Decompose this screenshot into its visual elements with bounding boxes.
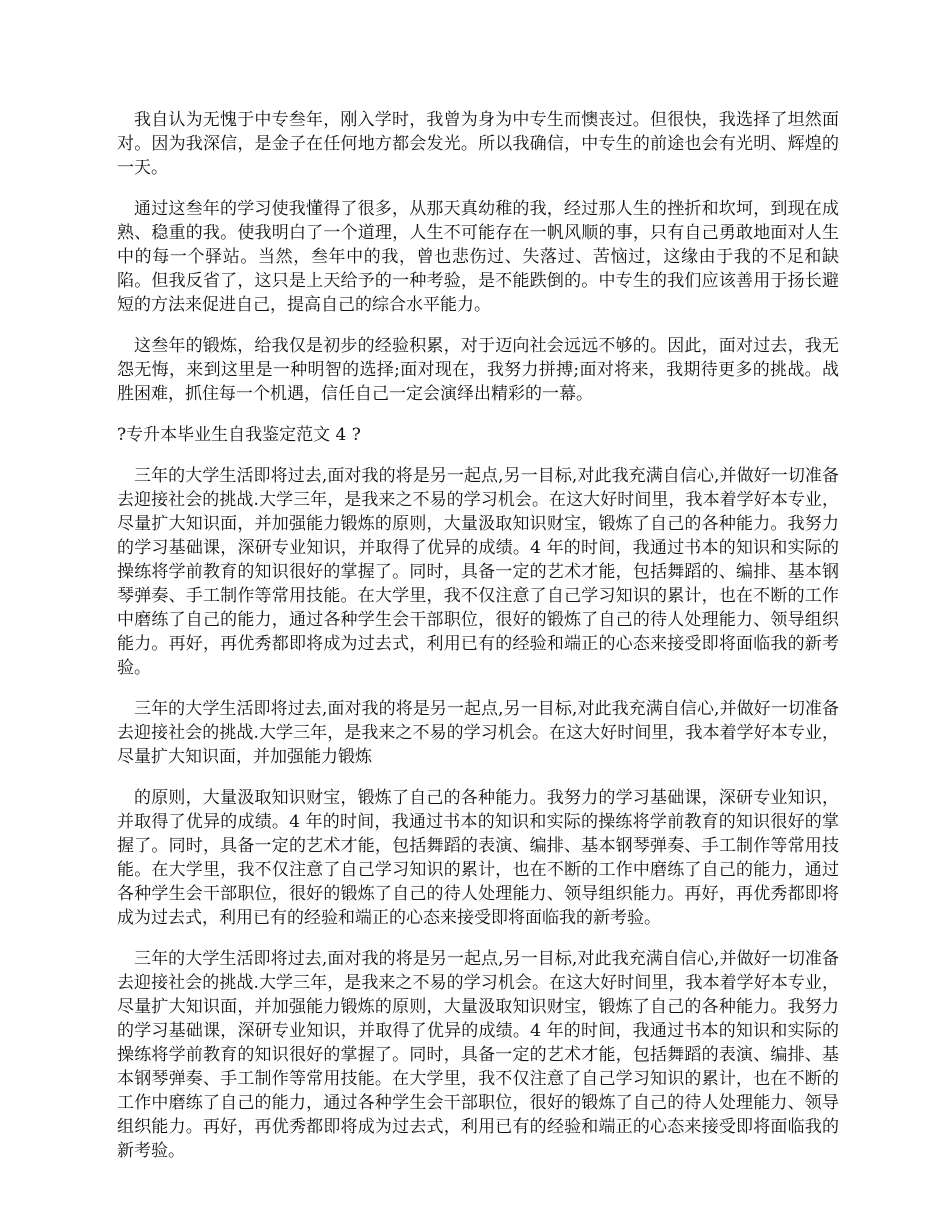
paragraph-university-3: 三年的大学生活即将过去,面对我的将是另一起点,另一目标,对此我充满自信心,并做好一切准备去迎接社会的挑战.大学三年，是我来之不易的学习机会。在这大好时间里，我本着学好本专业，尽量扩大知识面，并加强能力锻炼的原则，大量汲取知识财宝，锻炼了自己的各种能力。我努力的学习基础课，深研专业知识，并取得了优异的成绩。4 年的时间，我通过书本的知识和实际的操练将学前教育的知识很好的掌握了。同时，具备一定的艺术才能，包括舞蹈的表演、编排、基本钢琴弹奏、手工制作等常用技能。在大学里，我不仅注意了自己学习知识的累计，也在不断的工作中磨练了自己的能力，通过各种学生会干部职位，很好的锻炼了自己的待人处理能力、领导组织能力。再好，再优秀都即将成为过去式，利用已有的经验和端正的心态来接受即将面临我的新考验。 [117, 949, 839, 1161]
paragraph-conclusion: 这叁年的锻炼，给我仅是初步的经验积累，对于迈向社会远远不够的。因此，面对过去，我无怨无悔，来到这里是一种明智的选择;面对现在，我努力拼搏;面对将来，我期待更多的挑战。战胜困难，抓住每一个机遇，信任自己一定会演绎出精彩的一幕。 [117, 336, 839, 404]
section-heading: ?专升本毕业生自我鉴定范文 4 ? [117, 425, 361, 445]
paragraph-university-1: 三年的大学生活即将过去,面对我的将是另一起点,另一目标,对此我充满自信心,并做好一切准备去迎接社会的挑战.大学三年，是我来之不易的学习机会。在这大好时间里，我本着学好本专业，尽量扩大知识面，并加强能力锻炼的原则，大量汲取知识财宝，锻炼了自己的各种能力。我努力的学习基础课，深研专业知识，并取得了优异的成绩。4 年的时间，我通过书本的知识和实际的操练将学前教育的知识很好的掌握了。同时，具备一定的艺术才能，包括舞蹈的、编排、基本钢琴弹奏、手工制作等常用技能。在大学里，我不仅注意了自己学习知识的累计，也在不断的工作中磨练了自己的能力，通过各种学生会干部职位，很好的锻炼了自己的待人处理能力、领导组织能力。再好，再优秀都即将成为过去式，利用已有的经验和端正的心态来接受即将面临我的新考验。 [117, 466, 839, 678]
paragraph-growth: 通过这叁年的学习使我懂得了很多，从那天真幼稚的我，经过那人生的挫折和坎坷，到现在成熟、稳重的我。使我明白了一个道理，人生不可能存在一帆风顺的事，只有自己勇敢地面对人生中的每一个驿站。当然，叁年中的我，曾也悲伤过、失落过、苦恼过，这缘由于我的不足和缺陷。但我反省了，这只是上天给予的一种考验，是不能跌倒的。中专生的我们应该善用于扬长避短的方法来促进自己，提高自己的综合水平能力。 [117, 199, 839, 315]
document-page [117, 108, 839, 1180]
paragraph-university-2-continued: 的原则，大量汲取知识财宝，锻炼了自己的各种能力。我努力的学习基础课，深研专业知识，并取得了优异的成绩。4 年的时间，我通过书本的知识和实际的操练将学前教育的知识很好的掌握了。同时，具备一定的艺术才能，包括舞蹈的表演、编排、基本钢琴弹奏、手工制作等常用技能。在大学里，我不仅注意了自己学习知识的累计，也在不断的工作中磨练了自己的能力，通过各种学生会干部职位，很好的锻炼了自己的待人处理能力、领导组织能力。再好，再优秀都即将成为过去式，利用已有的经验和端正的心态来接受即将面临我的新考验。 [117, 788, 839, 928]
paragraph-university-2: 三年的大学生活即将过去,面对我的将是另一起点,另一目标,对此我充满自信心,并做好一切准备去迎接社会的挑战.大学三年，是我来之不易的学习机会。在这大好时间里，我本着学好本专业，尽量扩大知识面，并加强能力锻炼 [117, 699, 839, 767]
paragraph-intro: 我自认为无愧于中专叁年，刚入学时，我曾为身为中专生而懊丧过。但很快，我选择了坦然面对。因为我深信，是金子在任何地方都会发光。所以我确信，中专生的前途也会有光明、辉煌的一天。 [117, 110, 839, 178]
